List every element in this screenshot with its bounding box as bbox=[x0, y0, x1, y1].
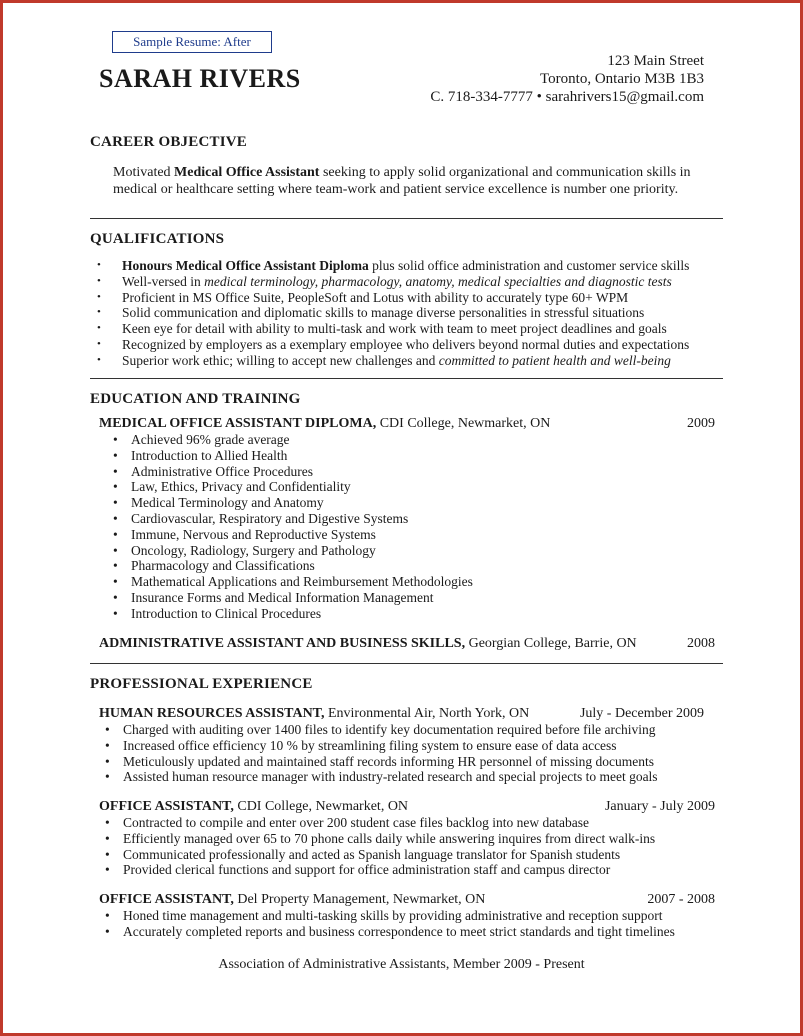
list-item bbox=[122, 258, 689, 274]
job-dates: July - December 2009 bbox=[579, 706, 704, 721]
diploma-school: CDI College, Newmarket, ON bbox=[376, 416, 551, 431]
job-duties-list bbox=[123, 722, 658, 785]
qual-text: plus solid office administration and customer service skills bbox=[368, 258, 690, 273]
job-dates: January - July 2009 bbox=[604, 799, 715, 814]
qual-text: Superior work ethic; willing to accept new challenges and bbox=[122, 352, 439, 368]
admin-title: ADMINISTRATIVE ASSISTANT AND BUSINESS SKILLS, bbox=[99, 636, 466, 651]
list-item: • Immune, Nervous and Reproductive Systems bbox=[131, 527, 473, 543]
admin-entry bbox=[99, 635, 637, 652]
diploma-entry bbox=[99, 415, 550, 432]
contact-city: Toronto, Ontario M3B 1B3 bbox=[540, 71, 704, 87]
job-duties-list bbox=[123, 815, 655, 878]
qual-text: Keen eye for detail with ability to multi-task and work with team to meet project deadlines and goals bbox=[122, 321, 667, 337]
career-objective-text bbox=[113, 164, 713, 198]
list-item: • Provided clerical functions and support for office administration staff and campus director bbox=[123, 862, 655, 878]
divider bbox=[90, 663, 723, 664]
qual-text: Recognized by employers as a exemplary employee who delivers beyond normal duties and expectations bbox=[122, 336, 690, 352]
list-item: • Introduction to Allied Health bbox=[131, 448, 473, 464]
list-item: • Achieved 96% grade average bbox=[131, 432, 473, 448]
contact-street: 123 Main Street bbox=[607, 53, 704, 69]
list-item bbox=[122, 274, 689, 290]
list-item: • Accurately completed reports and business correspondence to meet strict standards and tight timelines bbox=[123, 924, 675, 940]
objective-rest: seeking to apply solid organizational and communication skills in medical or healthcare setting where team-work and patient service excellence is number one priority. bbox=[113, 165, 691, 197]
career-objective-heading: CAREER OBJECTIVE bbox=[90, 134, 247, 150]
experience-heading: PROFESSIONAL EXPERIENCE bbox=[90, 676, 313, 692]
list-item bbox=[122, 305, 689, 321]
list-item: • Efficiently managed over 65 to 70 phone calls daily while answering inquires from direct walk-ins bbox=[123, 831, 655, 847]
job-employer: CDI College, Newmarket, ON bbox=[233, 799, 409, 814]
list-item: • Communicated professionally and acted as Spanish language translator for Spanish students bbox=[123, 847, 655, 863]
job-employer: Environmental Air, North York, ON bbox=[324, 706, 530, 721]
qualifications-list bbox=[122, 258, 689, 369]
list-item: • Assisted human resource manager with industry-related research and special projects to meet goals bbox=[123, 769, 658, 785]
qual-text: Well-versed in bbox=[122, 273, 205, 289]
job-entry bbox=[99, 705, 529, 722]
diploma-year: 2009 bbox=[687, 416, 715, 431]
objective-bold: Medical Office Assistant bbox=[174, 165, 320, 180]
qual-text: Solid communication and diplomatic skills to manage diverse personalities in stressful situations bbox=[122, 305, 645, 321]
divider bbox=[90, 218, 723, 219]
job-entry bbox=[99, 891, 485, 908]
list-item: • Charged with auditing over 1400 files to identify key documentation required before file archiving bbox=[123, 722, 658, 738]
membership-footer: Association of Administrative Assistants, Member 2009 - Present bbox=[218, 957, 585, 972]
list-item: • Medical Terminology and Anatomy bbox=[131, 495, 473, 511]
list-item bbox=[122, 290, 689, 306]
list-item: • Cardiovascular, Respiratory and Digestive Systems bbox=[131, 511, 473, 527]
admin-school: Georgian College, Barrie, ON bbox=[465, 636, 637, 651]
qual-italic: committed to patient health and well-being bbox=[438, 352, 671, 368]
job-title: HUMAN RESOURCES ASSISTANT, bbox=[99, 706, 325, 721]
list-item: • Contracted to compile and enter over 200 student case files backlog into new database bbox=[123, 815, 655, 831]
qual-text: Proficient in MS Office Suite, PeopleSoft and Lotus with ability to accurately type 60+ WPM bbox=[122, 289, 629, 305]
list-item: • Mathematical Applications and Reimbursement Methodologies bbox=[131, 574, 473, 590]
list-item: • Introduction to Clinical Procedures bbox=[131, 606, 473, 622]
job-title: OFFICE ASSISTANT, bbox=[99, 799, 234, 814]
education-heading: EDUCATION AND TRAINING bbox=[90, 391, 301, 407]
job-employer: Del Property Management, Newmarket, ON bbox=[233, 892, 486, 907]
objective-prefix: Motivated bbox=[113, 165, 175, 180]
qual-bold: Honours Medical Office Assistant Diploma bbox=[122, 258, 369, 273]
qualifications-heading: QUALIFICATIONS bbox=[90, 231, 225, 247]
candidate-name: SARAH RIVERS bbox=[99, 64, 301, 93]
job-entry bbox=[99, 798, 408, 815]
admin-year: 2008 bbox=[687, 636, 715, 651]
list-item: • Oncology, Radiology, Surgery and Pathology bbox=[131, 543, 473, 559]
list-item bbox=[122, 353, 689, 369]
list-item bbox=[122, 337, 689, 353]
contact-block bbox=[430, 52, 704, 106]
diploma-title: MEDICAL OFFICE ASSISTANT DIPLOMA, bbox=[99, 416, 377, 431]
list-item: • Law, Ethics, Privacy and Confidentiality bbox=[131, 479, 473, 495]
divider bbox=[90, 378, 723, 379]
job-title: OFFICE ASSISTANT, bbox=[99, 892, 234, 907]
list-item: • Meticulously updated and maintained staff records informing HR personnel of missing documents bbox=[123, 754, 658, 770]
job-duties-list bbox=[123, 908, 675, 940]
diploma-courses-list bbox=[131, 432, 473, 622]
list-item: • Increased office efficiency 10 % by streamlining filing system to ensure ease of data access bbox=[123, 738, 658, 754]
list-item: • Insurance Forms and Medical Information Management bbox=[131, 590, 473, 606]
qual-italic: medical terminology, pharmacology, anatomy, medical specialties and diagnostic tests bbox=[204, 273, 672, 289]
list-item: • Pharmacology and Classifications bbox=[131, 558, 473, 574]
list-item bbox=[122, 321, 689, 337]
list-item: • Administrative Office Procedures bbox=[131, 464, 473, 480]
contact-phone-email: C. 718-334-7777 • sarahrivers15@gmail.com bbox=[430, 89, 704, 105]
sample-label: Sample Resume: After bbox=[112, 31, 272, 53]
list-item: • Honed time management and multi-tasking skills by providing administrative and reception support bbox=[123, 908, 675, 924]
job-dates: 2007 - 2008 bbox=[647, 892, 715, 907]
